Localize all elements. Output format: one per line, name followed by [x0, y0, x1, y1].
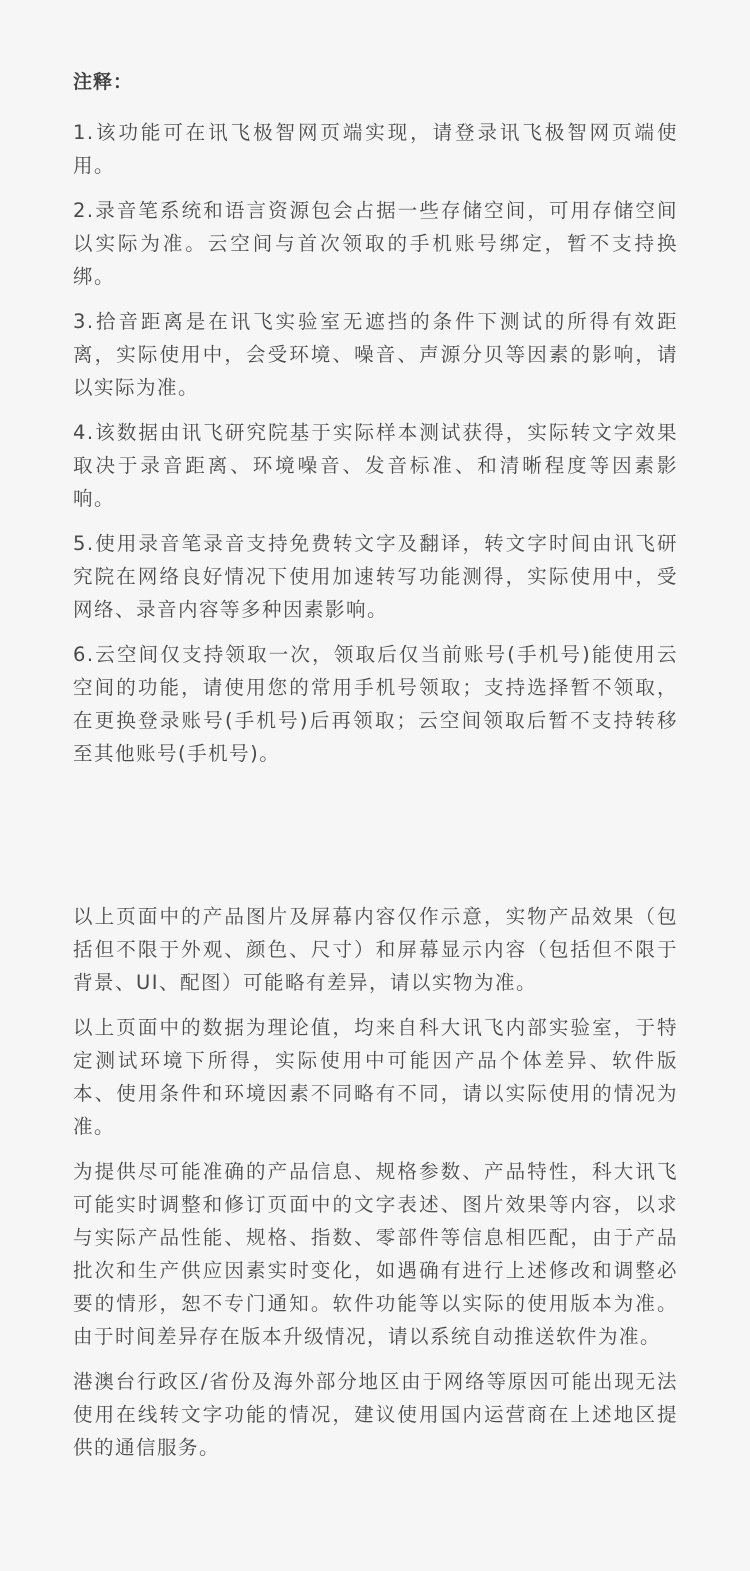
disclaimer-paragraph-product-images: 以上页面中的产品图片及屏幕内容仅作示意，实物产品效果（包括但不限于外观、颜色、尺寸）和屏幕显示内容（包括但不限于背景、UI、配图）可能略有差异，请以实物为准。	[73, 905, 678, 994]
disclaimer-section	[73, 900, 678, 1476]
note-item-3: 3.拾音距离是在讯飞实验室无遮挡的条件下测试的所得有效距离，实际使用中，会受环境、噪音、声源分贝等因素的影响，请以实际为准。	[73, 310, 678, 399]
disclaimer-paragraph-regions: 港澳台行政区/省份及海外部分地区由于网络等原因可能出现无法使用在线转文字功能的情况，建议使用国内运营商在上述地区提供的通信服务。	[73, 1370, 678, 1459]
disclaimer-paragraph-revisions: 为提供尽可能准确的产品信息、规格参数、产品特性，科大讯飞可能实时调整和修订页面中的文字表述、图片效果等内容，以求与实际产品性能、规格、指数、零部件等信息相匹配，由于产品批次和生产供应因素实时变化，如遇确有进行上述修改和调整必要的情形，恕不专门通知。软件功能等以实际的使用版本为准。由于时间差异存在版本升级情况，请以系统自动推送软件为准。	[73, 1160, 678, 1348]
note-item-2: 2.录音笔系统和语言资源包会占据一些存储空间，可用存储空间以实际为准。云空间与首次领取的手机账号绑定，暂不支持换绑。	[73, 199, 678, 288]
note-item-4: 4.该数据由讯飞研究院基于实际样本测试获得，实际转文字效果取决于录音距离、环境噪音、发音标准、和清晰程度等因素影响。	[73, 421, 678, 510]
note-item-5: 5.使用录音笔录音支持免费转文字及翻译，转文字时间由讯飞研究院在网络良好情况下使用加速转写功能测得，实际使用中，受网络、录音内容等多种因素影响。	[73, 532, 678, 621]
notes-section	[73, 68, 678, 770]
note-item-6: 6.云空间仅支持领取一次，领取后仅当前账号(手机号)能使用云空间的功能，请使用您的常用手机号领取；支持选择暂不领取，在更换登录账号(手机号)后再领取；云空间领取后暂不支持转移至其他账号(手机号)。	[73, 643, 678, 765]
note-item-1: 1.该功能可在讯飞极智网页端实现，请登录讯飞极智网页端使用。	[73, 121, 678, 177]
notes-title: 注释：	[73, 71, 134, 93]
disclaimer-paragraph-theoretical-data: 以上页面中的数据为理论值，均来自科大讯飞内部实验室，于特定测试环境下所得，实际使用中可能因产品个体差异、软件版本、使用条件和环境因素不同略有不同，请以实际使用的情况为准。	[73, 1016, 678, 1138]
